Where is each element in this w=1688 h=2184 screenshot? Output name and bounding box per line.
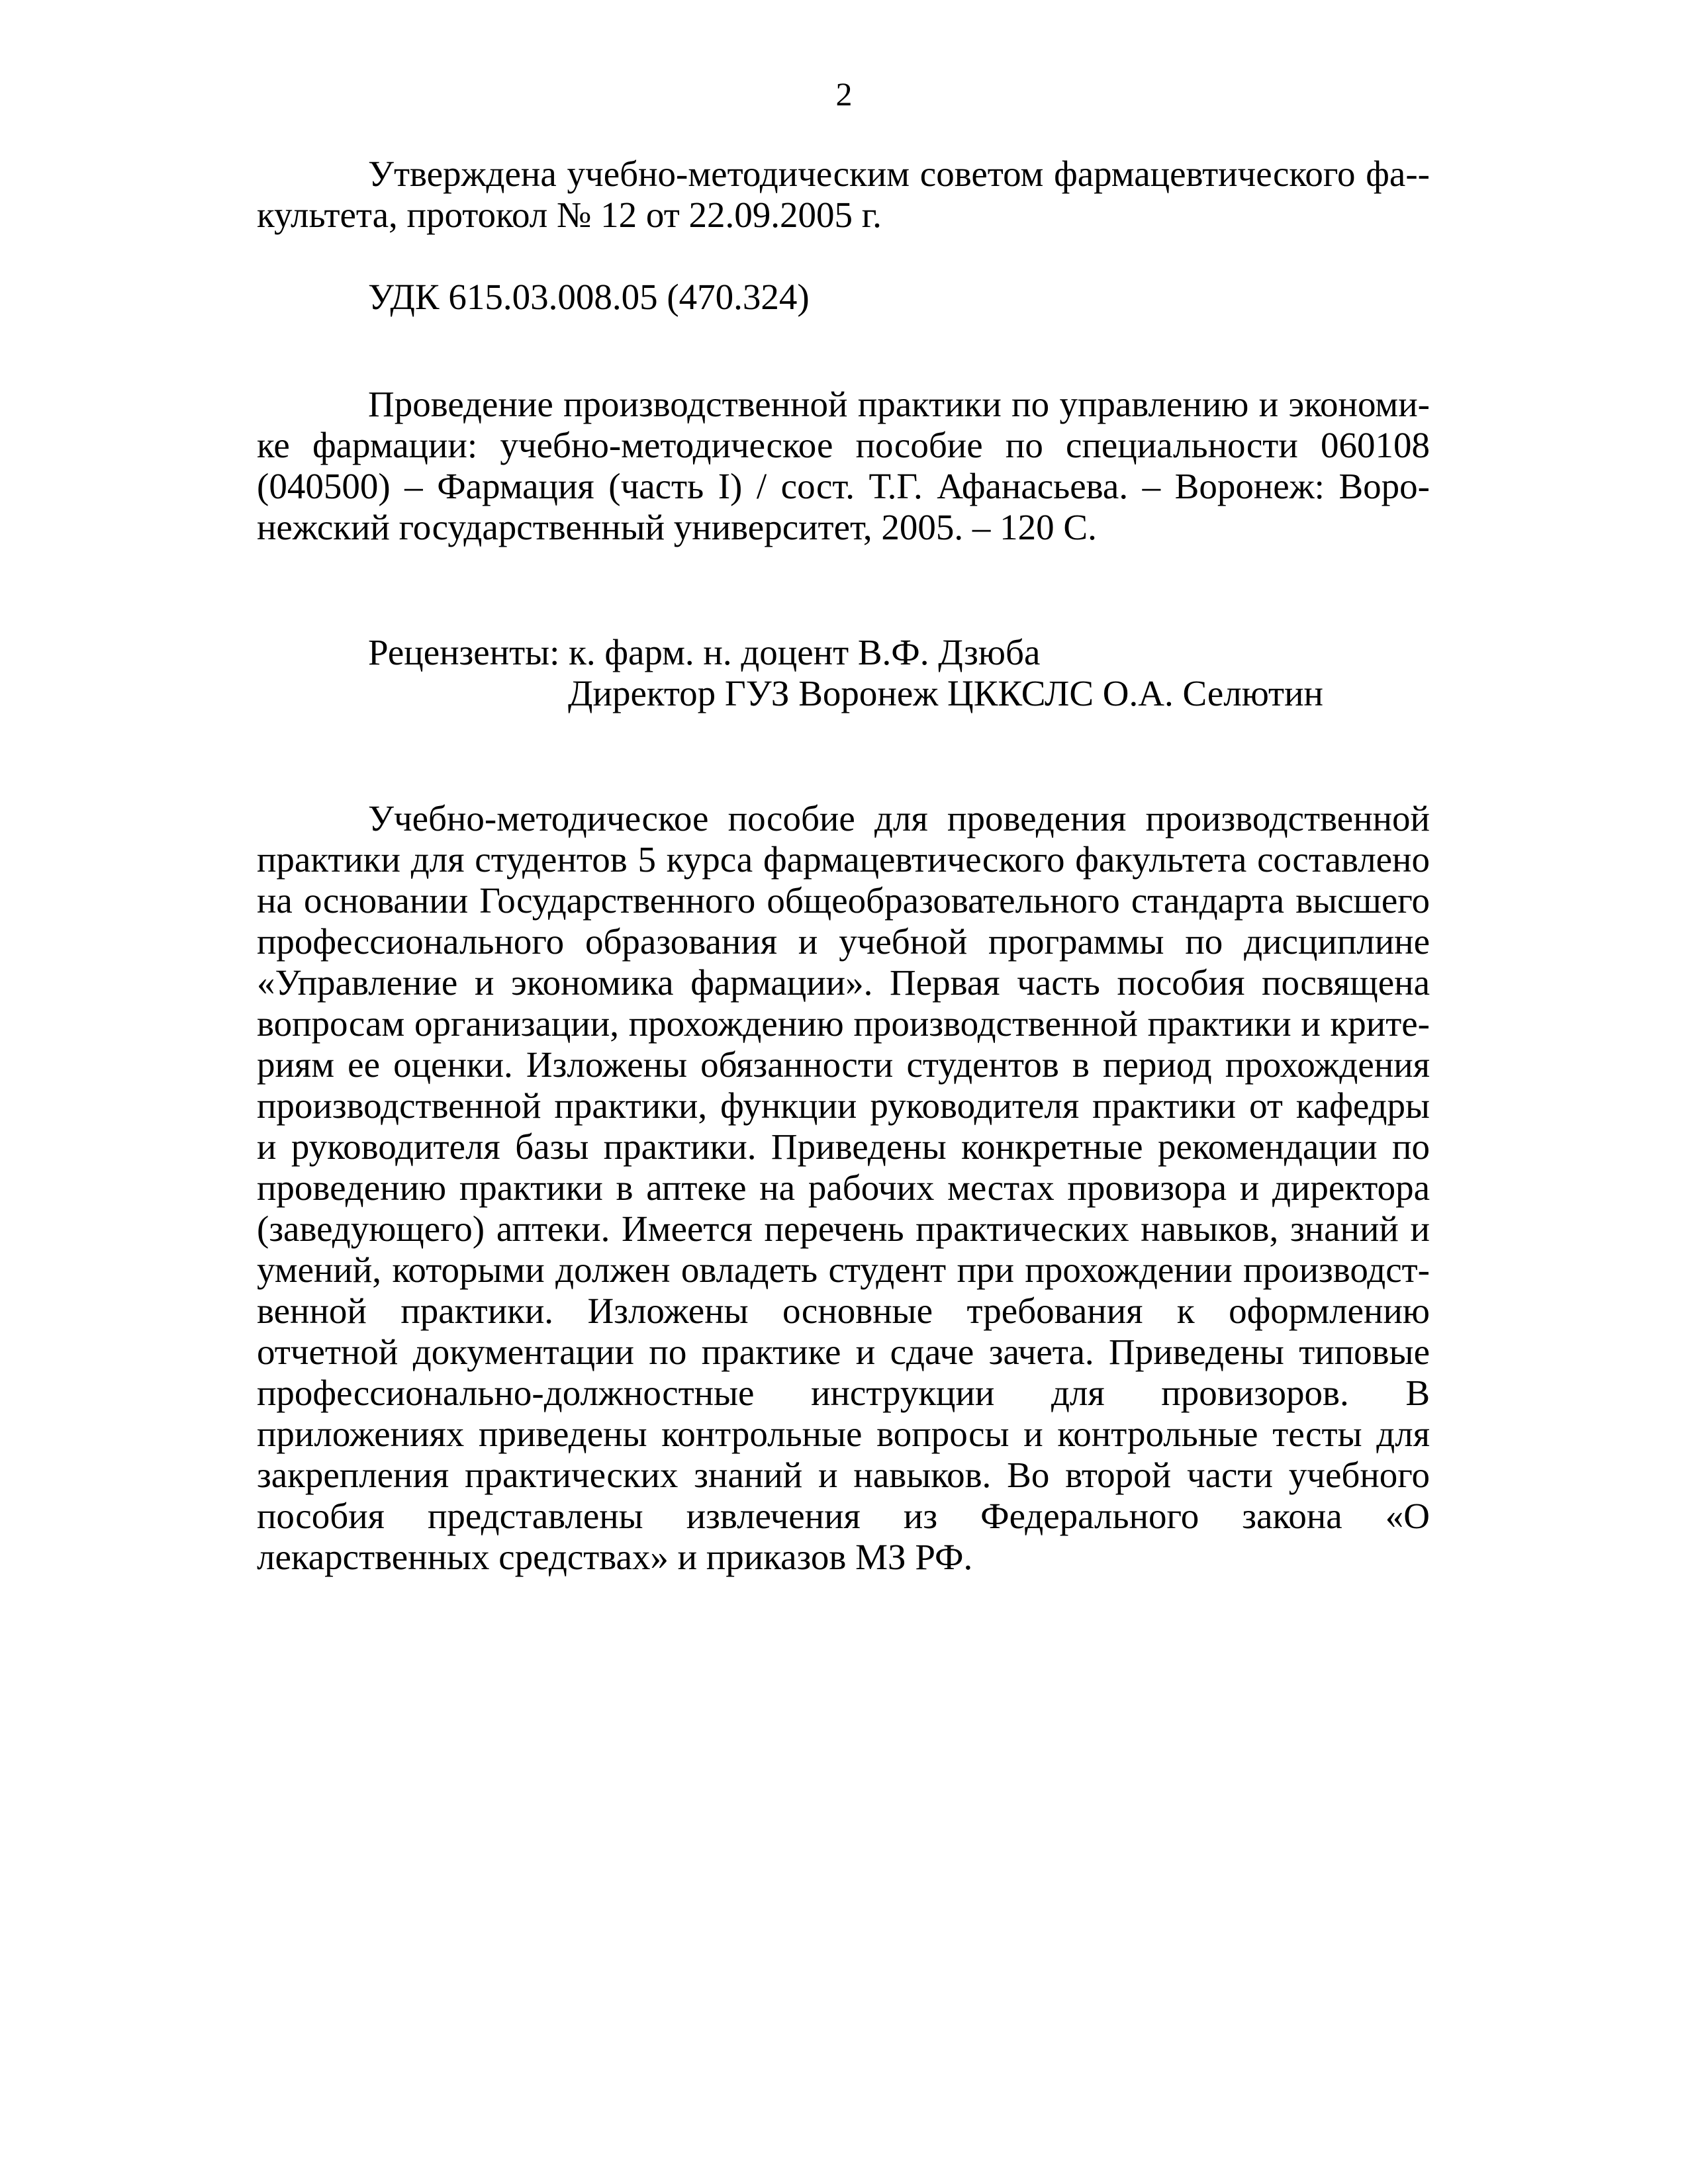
reviewer-line-1: Рецензенты: к. фарм. н. доцент В.Ф. Дзюба (368, 632, 1041, 672)
page-number: 2 (835, 75, 853, 113)
bibliographic-citation: Проведение производственной практики по управлению и экономике фармации: учебно-методическое пособие по специальности 060108 (040500) – Фармация (часть I) / сост. Т.Г. Афанасьева. – Воронеж: Воронежский государственный университет, 2005. – 120 С. (257, 384, 1430, 547)
approval-statement: Утверждена учебно-методическим советом фармацевтического фа-культета, протокол № 12 от 22.09.2005 г. (257, 154, 1430, 235)
annotation-paragraph: Учебно-методическое пособие для проведения производственной практики для студентов 5 курса фармацевтического факультета составлено на основании Государственного общеобразовательного стандарта высшего профессионального образования и учебной программы по дисциплине «Управление и экономика фармации». Первая часть пособия посвящена вопросам организации, прохождению производственной практики и критериям ее оценки. Изложены обязанности студентов в период прохождения производственной практики, функции руководителя практики от кафедры и руководителя базы практики. Приведены конкретные рекомендации по проведению практики в аптеке на рабочих местах провизора и директора (заведующего) аптеки. Имеется перечень практических навыков, знаний и умений, которыми должен овладеть студент при прохождении производственной практики. Изложены основные требования к оформлению отчетной документации по практике и сдаче зачета. Приведены типовые профессионально-должностные инструкции для провизоров. В приложениях приведены контрольные вопросы и контрольные тесты для закрепления практических знаний и навыков. Во второй части учебного пособия представлены извлечения из Федерального закона «О лекарственных средствах» и приказов МЗ РФ. (257, 798, 1430, 1577)
udc-code: УДК 615.03.008.05 (470.324) (368, 277, 810, 317)
reviewer-line-2: Директор ГУЗ Воронеж ЦККСЛС О.А. Селютин (568, 673, 1323, 713)
reviewers-block (368, 632, 1493, 714)
